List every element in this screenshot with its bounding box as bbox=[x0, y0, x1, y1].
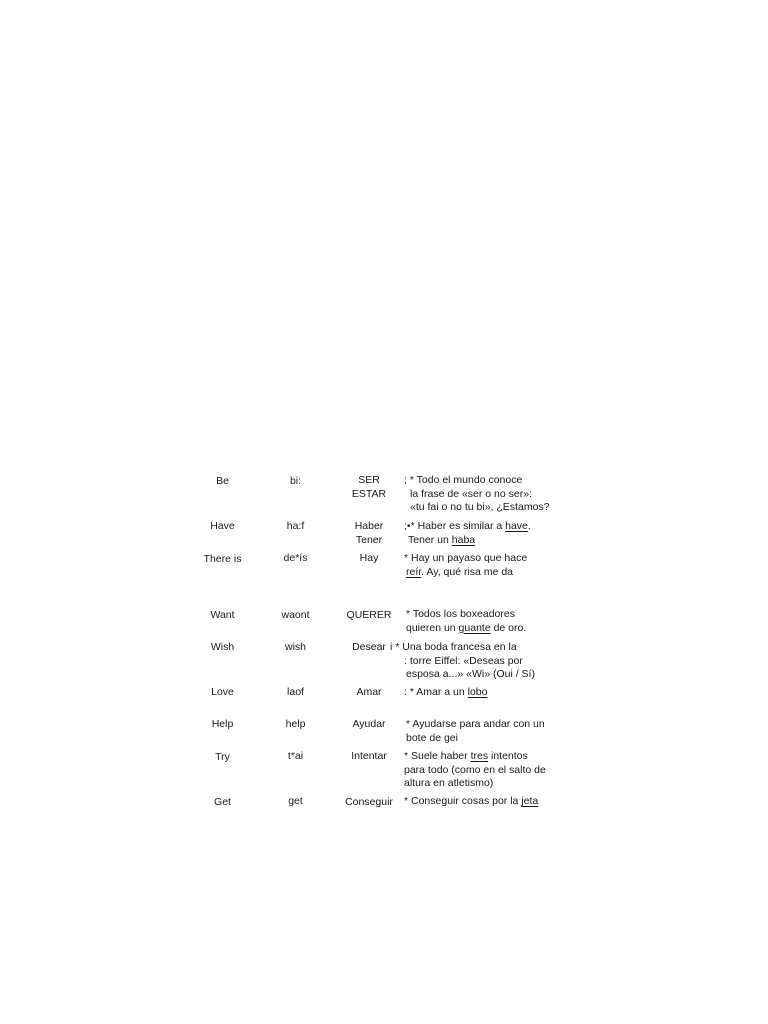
note-line bbox=[404, 501, 550, 515]
note-line bbox=[404, 608, 526, 622]
note-line bbox=[404, 668, 535, 682]
note-line bbox=[404, 750, 546, 764]
spanish-line: Ayudar bbox=[352, 718, 386, 730]
pronunciation: wish bbox=[284, 641, 306, 653]
pronunciation: laof bbox=[287, 686, 304, 698]
note-text: : * Amar a un bbox=[404, 686, 468, 698]
mnemonic-note bbox=[404, 795, 538, 809]
note-text: * Ayudarse para andar con un bbox=[406, 718, 545, 730]
spanish-line: Haber bbox=[354, 520, 384, 532]
english-word: Love bbox=[211, 686, 234, 698]
note-line bbox=[404, 566, 527, 580]
note-text: * Todos los boxeadores bbox=[406, 608, 515, 620]
spanish-line: Desear bbox=[352, 641, 386, 653]
spanish-translation bbox=[335, 718, 403, 732]
mnemonic-note bbox=[404, 686, 487, 700]
spanish-line: Conseguir bbox=[345, 796, 393, 808]
spanish-translation bbox=[335, 474, 403, 501]
spanish-line: Hay bbox=[359, 552, 379, 564]
note-text: torre Eiffel: «Deseas por bbox=[406, 654, 523, 667]
pronunciation: de*ís bbox=[283, 552, 308, 564]
note-text: * Todo el mundo conoce bbox=[406, 474, 523, 486]
note-line bbox=[404, 686, 487, 700]
note-text: * Hay un payaso que hace bbox=[404, 552, 528, 564]
note-line bbox=[404, 622, 526, 636]
underlined-word: lobo bbox=[467, 686, 488, 698]
pronunciation: waont bbox=[281, 609, 310, 621]
note-line bbox=[404, 488, 550, 502]
note-text: «tu fai o no tu bi», ¿Estamos? bbox=[410, 501, 550, 513]
pronunciation: bi: bbox=[289, 475, 302, 487]
note-text: * Conseguir cosas por la bbox=[404, 795, 522, 807]
note-text: . bbox=[527, 520, 531, 532]
note-line bbox=[404, 795, 538, 809]
spanish-translation bbox=[335, 686, 403, 700]
underlined-word: haba bbox=[451, 533, 476, 546]
note-text: de oro. bbox=[490, 621, 527, 634]
english-word: Get bbox=[214, 796, 231, 808]
margin-mark: ; bbox=[404, 474, 407, 486]
note-text: la frase de «ser o no ser»: bbox=[410, 487, 532, 500]
margin-mark: : bbox=[404, 654, 407, 667]
note-line bbox=[404, 520, 531, 534]
spanish-line: Amar bbox=[356, 686, 382, 698]
spanish-translation bbox=[335, 552, 403, 566]
spanish-line: Intentar bbox=[351, 750, 387, 762]
english-word: Have bbox=[210, 520, 235, 532]
note-text: bote de gei bbox=[406, 731, 458, 744]
english-word: Try bbox=[215, 751, 230, 763]
note-text: ;•* Haber es similar a bbox=[404, 520, 506, 532]
note-line bbox=[404, 474, 550, 488]
english-word: Help bbox=[211, 718, 234, 730]
note-line bbox=[404, 552, 527, 566]
mnemonic-note bbox=[404, 552, 527, 579]
note-line bbox=[404, 655, 535, 669]
underlined-word: guante bbox=[458, 621, 491, 634]
mnemonic-note bbox=[404, 718, 545, 745]
note-text: Tener un bbox=[408, 533, 452, 546]
spanish-line: ESTAR bbox=[351, 487, 387, 500]
note-text: . Ay, qué risa me da bbox=[421, 565, 514, 578]
note-text: esposa a...» «Wi» (Oui / Sí) bbox=[406, 668, 535, 680]
pronunciation: help bbox=[285, 718, 306, 730]
mnemonic-note bbox=[390, 641, 535, 682]
note-line bbox=[390, 641, 535, 655]
note-line bbox=[404, 732, 545, 746]
note-line bbox=[404, 718, 545, 732]
note-text: quieren un bbox=[406, 621, 459, 634]
pronunciation: get bbox=[288, 795, 303, 807]
note-text: * Una boda francesa en la bbox=[392, 641, 517, 653]
english-word: Be bbox=[216, 475, 229, 487]
spanish-line: SER bbox=[358, 474, 380, 486]
spanish-translation bbox=[335, 609, 403, 623]
underlined-word: tres bbox=[470, 750, 489, 762]
mnemonic-note bbox=[404, 474, 550, 515]
english-word: Want bbox=[210, 609, 235, 621]
margin-mark: i bbox=[390, 641, 393, 653]
note-text: para todo (como en el salto de bbox=[404, 763, 546, 776]
mnemonic-note bbox=[404, 520, 531, 547]
note-line bbox=[404, 777, 546, 791]
english-word: There is bbox=[203, 553, 242, 565]
spanish-line: Tener bbox=[355, 533, 383, 546]
underlined-word: have bbox=[505, 520, 528, 532]
note-line bbox=[404, 534, 531, 548]
english-word: Wish bbox=[210, 641, 235, 653]
mnemonic-note bbox=[404, 608, 526, 635]
pronunciation: t*ai bbox=[287, 750, 304, 762]
spanish-translation bbox=[335, 796, 403, 810]
spanish-translation bbox=[335, 750, 403, 764]
spanish-translation bbox=[335, 520, 403, 547]
pronunciation: ha:f bbox=[286, 520, 305, 532]
underlined-word: jeta bbox=[521, 795, 539, 807]
note-text: * Suele haber bbox=[404, 750, 471, 762]
note-text: intentos bbox=[488, 750, 528, 762]
note-text: altura en atletismo) bbox=[404, 777, 494, 789]
note-line bbox=[404, 764, 546, 778]
mnemonic-note bbox=[404, 750, 546, 791]
underlined-word: reír bbox=[406, 565, 422, 578]
spanish-line: QUERER bbox=[346, 609, 392, 621]
